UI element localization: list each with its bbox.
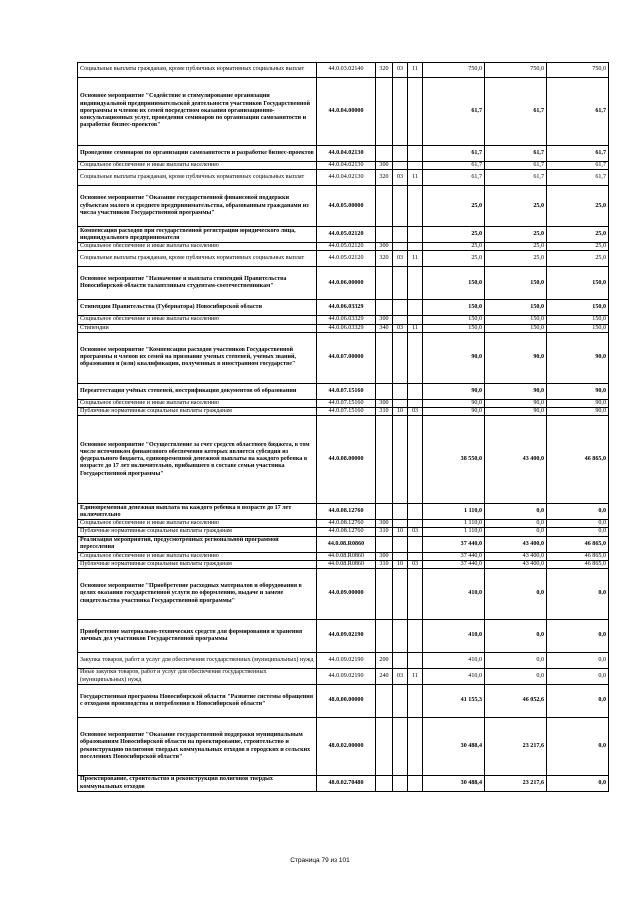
row-expense-type — [376, 267, 393, 300]
row-amount-2: 0,0 — [485, 569, 547, 620]
row-subsection — [408, 620, 423, 653]
row-section — [393, 718, 408, 776]
row-amount-2: 23 217,6 — [485, 718, 547, 776]
row-name: Социальное обеспечение и иные выплаты населению — [78, 162, 317, 170]
row-amount-3: 25,0 — [547, 251, 609, 267]
row-amount-1: 750,0 — [423, 63, 485, 78]
row-expense-type — [376, 78, 393, 146]
row-name: Стипендии — [78, 324, 317, 332]
row-code: 44.0.07.00000 — [317, 332, 376, 383]
row-section — [393, 399, 408, 407]
row-name: Переаттестация учёных степеней, нострификация документов об образовании — [78, 383, 317, 399]
row-amount-1: 410,0 — [423, 669, 485, 685]
row-amount-2: 61,7 — [485, 146, 547, 162]
row-amount-3: 25,0 — [547, 243, 609, 251]
row-expense-type: 300 — [376, 316, 393, 324]
row-amount-2: 150,0 — [485, 267, 547, 300]
row-section — [393, 146, 408, 162]
row-amount-1: 41 155,3 — [423, 685, 485, 718]
row-name: Основное мероприятие "Осуществление за счет средств областного бюджета, в том числе источником финансового обеспечения которых является субсидия из федерального бюджета, единовременной денежной выплаты на каждого ребенка в возрасте до 17 лет включительно, прибывшего в составе семьи участника Государственной программы" — [78, 416, 317, 504]
row-code: 44.0.09.00000 — [317, 569, 376, 620]
row-section — [393, 776, 408, 792]
row-amount-1: 25,0 — [423, 227, 485, 243]
row-subsection: 03 — [408, 560, 423, 568]
row-code: 44.0.09.02190 — [317, 653, 376, 669]
row-amount-3: 0,0 — [547, 569, 609, 620]
row-subsection — [408, 569, 423, 620]
row-amount-2: 0,0 — [485, 669, 547, 685]
row-name: Проведение семинаров по организации самозанятости и разработке бизнес-проектов — [78, 146, 317, 162]
row-section — [393, 78, 408, 146]
table-row — [78, 162, 609, 170]
row-expense-type — [376, 383, 393, 399]
row-amount-3: 61,7 — [547, 78, 609, 146]
row-name: Социальное обеспечение и иные выплаты населению — [78, 399, 317, 407]
table-row — [78, 383, 609, 399]
row-amount-1: 410,0 — [423, 620, 485, 653]
row-amount-2: 43 400,0 — [485, 560, 547, 568]
row-section: 03 — [393, 251, 408, 267]
table-row — [78, 536, 609, 552]
row-amount-3: 0,0 — [547, 504, 609, 520]
row-name: Реализация мероприятий, предусмотренных региональной программой переселения — [78, 536, 317, 552]
table-row — [78, 324, 609, 332]
row-name: Социальные выплаты гражданам, кроме публичных нормативных социальных выплат — [78, 63, 317, 78]
row-code: 48.0.00.00000 — [317, 685, 376, 718]
row-amount-1: 1 110,0 — [423, 528, 485, 536]
row-amount-2: 0,0 — [485, 653, 547, 669]
row-expense-type — [376, 332, 393, 383]
row-name: Основное мероприятие "Оказание государственной финансовой поддержки субъектам малого и среднего предпринимательства, образованным гражданами из числа участников Государственной программы" — [78, 186, 317, 227]
row-amount-2: 43 400,0 — [485, 416, 547, 504]
row-amount-3: 61,7 — [547, 146, 609, 162]
row-subsection — [408, 267, 423, 300]
table-row — [78, 146, 609, 162]
row-amount-3: 46 865,0 — [547, 416, 609, 504]
row-amount-3: 150,0 — [547, 316, 609, 324]
row-amount-3: 46 865,0 — [547, 536, 609, 552]
row-section: 03 — [393, 669, 408, 685]
row-code: 44.0.04.02130 — [317, 146, 376, 162]
row-subsection: 11 — [408, 170, 423, 186]
row-expense-type — [376, 569, 393, 620]
row-code: 44.0.08.12760 — [317, 520, 376, 528]
row-expense-type: 310 — [376, 408, 393, 416]
row-expense-type — [376, 685, 393, 718]
row-amount-3: 90,0 — [547, 383, 609, 399]
row-expense-type — [376, 776, 393, 792]
row-amount-1: 410,0 — [423, 569, 485, 620]
row-subsection — [408, 536, 423, 552]
row-section — [393, 520, 408, 528]
row-subsection — [408, 300, 423, 316]
row-amount-1: 38 550,0 — [423, 416, 485, 504]
row-subsection: 11 — [408, 324, 423, 332]
row-name: Стипендии Правительства (Губернатора) Новосибирской области — [78, 300, 317, 316]
row-name: Иные закупки товаров, работ и услуг для обеспечения государственных (муниципальных) нужд — [78, 669, 317, 685]
row-subsection — [408, 162, 423, 170]
row-section — [393, 416, 408, 504]
row-name: Социальное обеспечение и иные выплаты населению — [78, 520, 317, 528]
row-expense-type: 300 — [376, 552, 393, 560]
row-name: Приобретение материально-технических средств для формирования и хранения личных дел участников Государственной программы — [78, 620, 317, 653]
row-name: Основное мероприятие "Компенсация расходов участников Государственной программы и членов их семей на признание ученых степеней, ученых званий, образования и (или) квалификации, полученных в иностранном государстве" — [78, 332, 317, 383]
row-expense-type: 320 — [376, 170, 393, 186]
row-expense-type: 300 — [376, 399, 393, 407]
row-amount-2: 43 400,0 — [485, 552, 547, 560]
row-name: Единовременная денежная выплата на каждого ребенка в возрасте до 17 лет включительно — [78, 504, 317, 520]
row-amount-2: 750,0 — [485, 63, 547, 78]
row-expense-type: 200 — [376, 653, 393, 669]
row-name: Основное мероприятие "Оказание государственной поддержки муниципальным образованиям Новосибирской области на проектирование, строительство и реконструкцию полигонов твердых коммунальных отходов в городских и сельских поселениях Новосибирской области" — [78, 718, 317, 776]
row-amount-1: 25,0 — [423, 251, 485, 267]
row-subsection — [408, 186, 423, 227]
row-code: 44.0.07.15160 — [317, 399, 376, 407]
table-row — [78, 552, 609, 560]
row-name: Социальное обеспечение и иные выплаты населению — [78, 243, 317, 251]
table-row — [78, 399, 609, 407]
row-section — [393, 653, 408, 669]
row-amount-3: 61,7 — [547, 162, 609, 170]
row-code: 44.0.06.00000 — [317, 267, 376, 300]
row-amount-3: 46 865,0 — [547, 560, 609, 568]
row-amount-1: 37 440,0 — [423, 560, 485, 568]
row-amount-2: 43 400,0 — [485, 536, 547, 552]
row-expense-type — [376, 504, 393, 520]
row-amount-3: 150,0 — [547, 300, 609, 316]
row-amount-1: 61,7 — [423, 170, 485, 186]
row-code: 44.0.05.02120 — [317, 243, 376, 251]
row-amount-1: 25,0 — [423, 243, 485, 251]
row-amount-1: 90,0 — [423, 408, 485, 416]
row-amount-1: 30 488,4 — [423, 776, 485, 792]
row-section: 10 — [393, 560, 408, 568]
table-row — [78, 685, 609, 718]
row-amount-1: 30 488,4 — [423, 718, 485, 776]
row-code: 44.0.04.02130 — [317, 162, 376, 170]
row-amount-2: 90,0 — [485, 408, 547, 416]
row-expense-type: 300 — [376, 162, 393, 170]
row-amount-1: 150,0 — [423, 300, 485, 316]
row-name: Социальное обеспечение и иные выплаты населению — [78, 316, 317, 324]
row-code: 48.0.02.70480 — [317, 776, 376, 792]
row-amount-1: 61,7 — [423, 78, 485, 146]
row-expense-type: 320 — [376, 251, 393, 267]
row-section — [393, 267, 408, 300]
row-amount-1: 90,0 — [423, 383, 485, 399]
row-amount-2: 90,0 — [485, 332, 547, 383]
row-subsection: 11 — [408, 251, 423, 267]
row-subsection: 11 — [408, 669, 423, 685]
row-amount-1: 150,0 — [423, 316, 485, 324]
row-amount-3: 0,0 — [547, 620, 609, 653]
row-amount-3: 0,0 — [547, 528, 609, 536]
row-amount-3: 0,0 — [547, 718, 609, 776]
row-name: Публичные нормативные социальные выплаты гражданам — [78, 528, 317, 536]
row-code: 44.0.05.02120 — [317, 227, 376, 243]
table-row — [78, 520, 609, 528]
row-amount-1: 1 110,0 — [423, 520, 485, 528]
row-expense-type — [376, 186, 393, 227]
row-name: Проектирование, строительство и реконструкция полигонов твердых коммунальных отходов — [78, 776, 317, 792]
row-amount-2: 0,0 — [485, 620, 547, 653]
row-code: 48.0.02.00000 — [317, 718, 376, 776]
row-amount-1: 1 110,0 — [423, 504, 485, 520]
row-code: 44.0.04.02130 — [317, 170, 376, 186]
table-row — [78, 316, 609, 324]
table-row — [78, 620, 609, 653]
row-code: 44.0.03.02140 — [317, 63, 376, 78]
row-amount-3: 61,7 — [547, 170, 609, 186]
row-amount-3: 90,0 — [547, 399, 609, 407]
row-amount-3: 0,0 — [547, 653, 609, 669]
table-row — [78, 408, 609, 416]
row-amount-3: 0,0 — [547, 685, 609, 718]
row-section: 03 — [393, 324, 408, 332]
row-name: Основное мероприятие "Назначение и выплата стипендий Правительства Новосибирской области талантливым студентам-соотечественникам" — [78, 267, 317, 300]
row-subsection — [408, 78, 423, 146]
row-amount-2: 61,7 — [485, 162, 547, 170]
row-amount-3: 25,0 — [547, 186, 609, 227]
row-amount-2: 0,0 — [485, 520, 547, 528]
row-amount-2: 61,7 — [485, 170, 547, 186]
row-section — [393, 504, 408, 520]
row-code: 44.0.08.R0860 — [317, 552, 376, 560]
row-amount-2: 90,0 — [485, 383, 547, 399]
table-row — [78, 243, 609, 251]
row-expense-type: 310 — [376, 528, 393, 536]
row-amount-2: 25,0 — [485, 251, 547, 267]
table-row — [78, 653, 609, 669]
row-section — [393, 186, 408, 227]
row-amount-2: 90,0 — [485, 399, 547, 407]
row-amount-3: 0,0 — [547, 520, 609, 528]
row-expense-type: 310 — [376, 560, 393, 568]
row-code: 44.0.08.R0860 — [317, 560, 376, 568]
row-amount-3: 150,0 — [547, 324, 609, 332]
row-subsection — [408, 416, 423, 504]
row-code: 44.0.07.15160 — [317, 408, 376, 416]
row-name: Социальное обеспечение и иные выплаты населению — [78, 552, 317, 560]
row-section — [393, 685, 408, 718]
row-subsection — [408, 718, 423, 776]
row-amount-2: 150,0 — [485, 300, 547, 316]
row-subsection — [408, 776, 423, 792]
row-section — [393, 162, 408, 170]
row-amount-1: 37 440,0 — [423, 536, 485, 552]
table-row — [78, 63, 609, 78]
row-amount-1: 61,7 — [423, 146, 485, 162]
row-section — [393, 383, 408, 399]
row-code: 44.0.08.00000 — [317, 416, 376, 504]
row-amount-1: 61,7 — [423, 162, 485, 170]
row-amount-1: 410,0 — [423, 653, 485, 669]
row-amount-2: 46 052,6 — [485, 685, 547, 718]
document-page — [77, 62, 608, 792]
row-amount-2: 23 217,6 — [485, 776, 547, 792]
row-name: Основное мероприятие "Содействие и стимулирование организации индивидуальной предпринимательской деятельности участников Государственной программы и членов их семей посредством оказания организационно-консультационных услуг, проведения семинаров по организации самозанятости и разработке бизнес-проектов" — [78, 78, 317, 146]
table-row — [78, 776, 609, 792]
row-subsection — [408, 383, 423, 399]
row-expense-type: 300 — [376, 520, 393, 528]
row-section — [393, 300, 408, 316]
table-row — [78, 251, 609, 267]
row-amount-2: 150,0 — [485, 316, 547, 324]
row-section — [393, 227, 408, 243]
row-amount-1: 150,0 — [423, 267, 485, 300]
row-name: Публичные нормативные социальные выплаты гражданам — [78, 560, 317, 568]
row-name: Основное мероприятие "Приобретение расходных материалов и оборудования в целях оказания государственной услуги по оформлению, выдаче и замене свидетельства участника Государственной программы" — [78, 569, 317, 620]
row-amount-3: 25,0 — [547, 227, 609, 243]
row-section — [393, 332, 408, 383]
row-section — [393, 569, 408, 620]
row-code: 44.0.05.00000 — [317, 186, 376, 227]
row-subsection — [408, 316, 423, 324]
row-name: Государственная программа Новосибирской области "Развитие системы обращения с отходами производства и потребления в Новосибирской области" — [78, 685, 317, 718]
row-code: 44.0.09.02190 — [317, 620, 376, 653]
row-expense-type: 300 — [376, 243, 393, 251]
row-amount-3: 90,0 — [547, 332, 609, 383]
row-code: 44.0.06.03329 — [317, 316, 376, 324]
row-name: Компенсация расходов при государственной регистрации юридического лица, индивидуального предпринимателя — [78, 227, 317, 243]
table-row — [78, 186, 609, 227]
row-amount-3: 0,0 — [547, 776, 609, 792]
row-amount-2: 61,7 — [485, 78, 547, 146]
row-expense-type — [376, 620, 393, 653]
row-expense-type: 240 — [376, 669, 393, 685]
row-amount-1: 150,0 — [423, 324, 485, 332]
row-amount-2: 25,0 — [485, 186, 547, 227]
row-code: 44.0.04.00000 — [317, 78, 376, 146]
table-row — [78, 569, 609, 620]
row-code: 44.0.08.12760 — [317, 528, 376, 536]
row-amount-3: 750,0 — [547, 63, 609, 78]
table-row — [78, 78, 609, 146]
row-code: 44.0.05.02120 — [317, 251, 376, 267]
table-row — [78, 669, 609, 685]
row-subsection — [408, 520, 423, 528]
row-amount-1: 25,0 — [423, 186, 485, 227]
row-subsection — [408, 685, 423, 718]
row-subsection — [408, 504, 423, 520]
row-amount-2: 25,0 — [485, 243, 547, 251]
row-amount-3: 0,0 — [547, 669, 609, 685]
table-row — [78, 504, 609, 520]
row-section: 10 — [393, 528, 408, 536]
row-subsection — [408, 399, 423, 407]
row-amount-2: 0,0 — [485, 504, 547, 520]
row-section: 03 — [393, 170, 408, 186]
row-code: 44.0.09.02190 — [317, 669, 376, 685]
page-footer: Страница 79 из 101 — [290, 857, 350, 864]
row-subsection — [408, 227, 423, 243]
row-name: Публичные нормативные социальные выплаты гражданам — [78, 408, 317, 416]
row-subsection: 03 — [408, 528, 423, 536]
row-code: 44.0.06.03329 — [317, 324, 376, 332]
row-amount-2: 0,0 — [485, 528, 547, 536]
row-amount-2: 150,0 — [485, 324, 547, 332]
row-section: 10 — [393, 408, 408, 416]
table-row — [78, 300, 609, 316]
row-amount-3: 150,0 — [547, 267, 609, 300]
row-name: Социальные выплаты гражданам, кроме публичных нормативных социальных выплат — [78, 251, 317, 267]
table-row — [78, 528, 609, 536]
row-amount-3: 46 865,0 — [547, 552, 609, 560]
row-expense-type — [376, 718, 393, 776]
row-expense-type — [376, 227, 393, 243]
row-section — [393, 316, 408, 324]
row-expense-type — [376, 536, 393, 552]
row-amount-2: 25,0 — [485, 227, 547, 243]
row-subsection — [408, 332, 423, 383]
table-row — [78, 170, 609, 186]
row-subsection: 03 — [408, 408, 423, 416]
row-name: Закупка товаров, работ и услуг для обеспечения государственных (муниципальных) нужд — [78, 653, 317, 669]
table-row — [78, 267, 609, 300]
row-amount-1: 37 440,0 — [423, 552, 485, 560]
row-subsection — [408, 653, 423, 669]
row-subsection — [408, 243, 423, 251]
row-subsection: 11 — [408, 63, 423, 78]
row-section — [393, 536, 408, 552]
row-expense-type — [376, 416, 393, 504]
row-subsection — [408, 146, 423, 162]
budget-table — [77, 62, 609, 792]
row-subsection — [408, 552, 423, 560]
row-code: 44.0.07.15160 — [317, 383, 376, 399]
row-amount-1: 90,0 — [423, 399, 485, 407]
table-row — [78, 332, 609, 383]
row-code: 44.0.08.12760 — [317, 504, 376, 520]
row-expense-type — [376, 300, 393, 316]
table-row — [78, 227, 609, 243]
table-row — [78, 416, 609, 504]
row-name: Социальные выплаты гражданам, кроме публичных нормативных социальных выплат — [78, 170, 317, 186]
row-section: 03 — [393, 63, 408, 78]
row-code: 44.0.06.03329 — [317, 300, 376, 316]
row-expense-type: 340 — [376, 324, 393, 332]
row-expense-type — [376, 146, 393, 162]
row-section — [393, 243, 408, 251]
row-section — [393, 620, 408, 653]
row-amount-1: 90,0 — [423, 332, 485, 383]
table-row — [78, 718, 609, 776]
row-section — [393, 552, 408, 560]
row-expense-type: 320 — [376, 63, 393, 78]
row-amount-3: 90,0 — [547, 408, 609, 416]
table-row — [78, 560, 609, 568]
row-code: 44.0.08.R0860 — [317, 536, 376, 552]
